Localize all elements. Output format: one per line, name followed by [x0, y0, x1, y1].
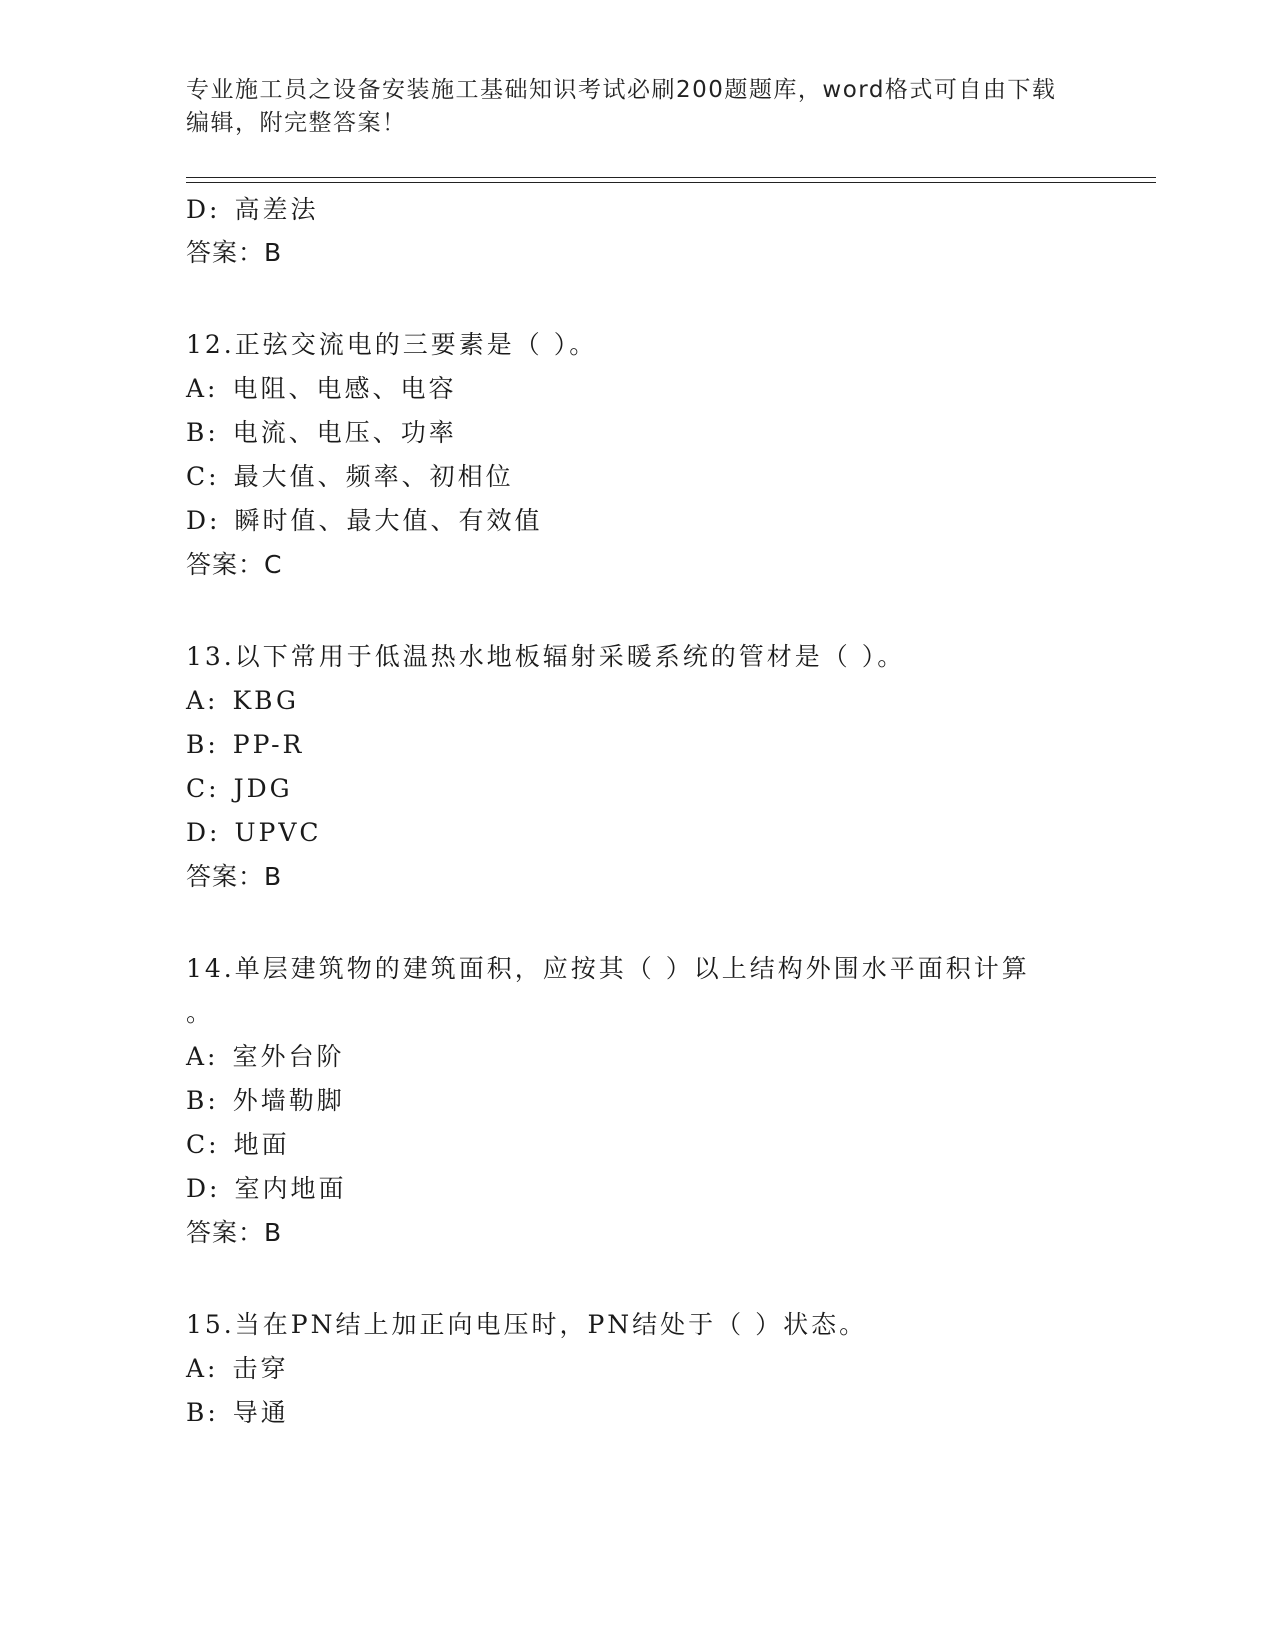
option-text: 室外台阶: [232, 1042, 345, 1071]
option-row: [186, 418, 457, 448]
option-text: JDG: [233, 774, 293, 803]
option-text: 高差法: [234, 195, 319, 224]
option-text: 地面: [233, 1130, 290, 1159]
option-row: [186, 1086, 345, 1116]
option-row: [186, 195, 318, 225]
option-row: [186, 506, 542, 536]
option-key: D:: [186, 1174, 221, 1203]
option-row: [186, 1042, 345, 1072]
option-text: 导通: [232, 1398, 289, 1427]
option-row: [186, 818, 322, 848]
answer-line: 答案：B: [186, 238, 283, 267]
option-row: [186, 1130, 290, 1160]
option-key: B:: [186, 1398, 219, 1427]
option-key: A:: [186, 1042, 219, 1071]
option-text: 室内地面: [234, 1174, 347, 1203]
question-title: 12.正弦交流电的三要素是（ ）。: [186, 330, 598, 359]
option-key: A:: [186, 1354, 219, 1383]
option-text: 最大值、频率、初相位: [233, 462, 514, 491]
option-row: [186, 374, 457, 404]
option-row: [186, 730, 304, 760]
option-key: D:: [186, 818, 221, 847]
option-row: [186, 462, 514, 492]
option-text: 击穿: [232, 1354, 289, 1383]
option-row: [186, 1354, 289, 1384]
option-text: 电流、电压、功率: [232, 418, 457, 447]
option-key: A:: [186, 686, 219, 715]
option-key: B:: [186, 730, 219, 759]
option-key: D:: [186, 506, 221, 535]
answer-line: 答案：B: [186, 1218, 283, 1247]
option-key: B:: [186, 418, 219, 447]
option-row: [186, 774, 293, 804]
option-text: KBG: [232, 686, 299, 715]
header-divider-top: [186, 177, 1156, 178]
option-key: C:: [186, 774, 220, 803]
option-text: UPVC: [234, 818, 322, 847]
option-text: PP-R: [232, 730, 305, 759]
option-text: 瞬时值、最大值、有效值: [234, 506, 543, 535]
option-row: [186, 1174, 346, 1204]
option-text: 外墙勒脚: [232, 1086, 345, 1115]
option-key: C:: [186, 462, 220, 491]
answer-line: 答案：B: [186, 862, 283, 891]
option-key: A:: [186, 374, 219, 403]
document-header-title: 专业施工员之设备安装施工基础知识考试必刷200题题库，word格式可自由下载编辑，附完整答案！: [186, 77, 1057, 136]
question-title: 15.当在PN结上加正向电压时，PN结处于（ ）状态。: [186, 1310, 868, 1339]
header-divider-bottom: [186, 182, 1156, 183]
question-title: 14.单层建筑物的建筑面积，应按其（ ）以上结构外围水平面积计算: [186, 954, 1030, 983]
answer-line: 答案：C: [186, 550, 283, 579]
option-text: 电阻、电感、电容: [232, 374, 457, 403]
option-key: C:: [186, 1130, 220, 1159]
option-key: D:: [186, 195, 221, 224]
option-row: [186, 1398, 289, 1428]
option-row: [186, 686, 299, 716]
option-key: B:: [186, 1086, 219, 1115]
question-title-continuation: 。: [186, 998, 215, 1027]
question-title: 13.以下常用于低温热水地板辐射采暖系统的管材是（ ）。: [186, 642, 906, 671]
